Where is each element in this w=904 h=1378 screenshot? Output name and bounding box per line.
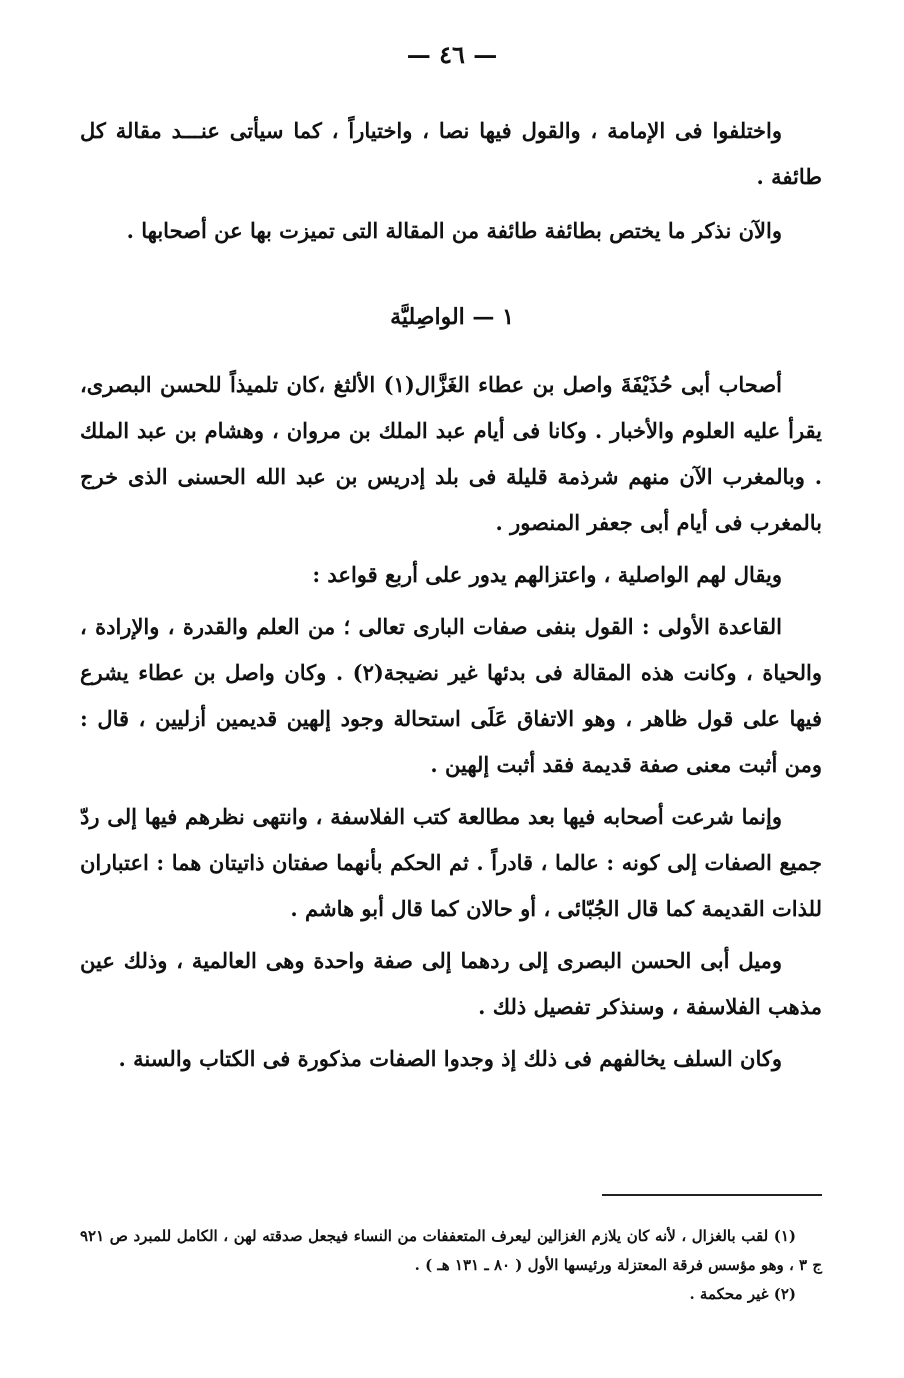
body-paragraph-1: أصحاب أبى حُذَيْفَةَ واصل بن عطاء الغَزَّال(١) الألثغ ،كان تلميذاً للحسن البصرى، يقرأ عليه العلوم والأخبار . وكانا فى أيام عبد الملك بن مروان ، وهشام بن عبد الملك . وبالمغرب الآن منهم شرذمة قليلة فى بلد إدريس بن عبد الله الحسنى الذى خرج بالمغرب فى أيام أبى جعفر المنصور . — [80, 372, 822, 535]
body-paragraph-6: وكان السلف يخالفهم فى ذلك إذ وجدوا الصفات مذكورة فى الكتاب والسنة . — [118, 1046, 782, 1071]
body-paragraph-3: القاعدة الأولى : القول بنفى صفات البارى تعالى ؛ من العلم والقدرة ، والإرادة ، والحياة ، وكانت هذه المقالة فى بدئها غير نضيجة(٢) . وكان واصل بن عطاء يشرع فيها على قول ظاهر ، وهو الاتفاق عَلَى استحالة وجود إلهين قديمين أزليين ، قال : ومن أثبت معنى صفة قديمة فقد أثبت إلهين . — [80, 614, 822, 777]
body-paragraph-2: ويقال لهم الواصلية ، واعتزالهم يدور على أربع قواعد : — [312, 562, 782, 587]
body-text — [80, 362, 822, 1082]
intro-paragraph-2: والآن نذكر ما يختص بطائفة طائفة من المقالة التى تميزت بها عن أصحابها . — [126, 218, 782, 243]
intro-paragraph-1: واختلفوا فى الإمامة ، والقول فيها نصا ، واختياراً ، كما سيأتى عنـــد مقالة كل طائفة . — [80, 118, 822, 189]
section-heading: ١ — الواصِليَّة — [390, 304, 514, 330]
intro-text — [80, 108, 822, 254]
footnote-divider — [602, 1194, 822, 1196]
footnotes — [80, 1222, 822, 1309]
body-paragraph-4: وإنما شرعت أصحابه فيها بعد مطالعة كتب الفلاسفة ، وانتهى نظرهم فيها إلى ردّ جميع الصفات إلى كونه : عالما ، قادراً . ثم الحكم بأنهما صفتان ذاتيتان هما : اعتباران للذات القديمة كما قال الجُبّائى ، أو حالان كما قال أبو هاشم . — [80, 804, 822, 921]
page-number: — ٤٦ — — [406, 40, 498, 69]
body-paragraph-5: وميل أبى الحسن البصرى إلى ردهما إلى صفة واحدة وهى العالمية ، وذلك عين مذهب الفلاسفة ، وسنذكر تفصيل ذلك . — [80, 948, 822, 1019]
footnote-2: (٢) غير محكمة . — [689, 1285, 796, 1303]
footnote-1: (١) لقب بالغزال ، لأنه كان يلازم الغزالين ليعرف المتعففات من النساء فيجعل صدقته لهن ، الكامل للمبرد ص ٩٢١ ج ٣ ، وهو مؤسس فرقة المعتزلة ورئيسها الأول ( ٨٠ ـ ١٣١ هـ ) . — [80, 1227, 822, 1274]
